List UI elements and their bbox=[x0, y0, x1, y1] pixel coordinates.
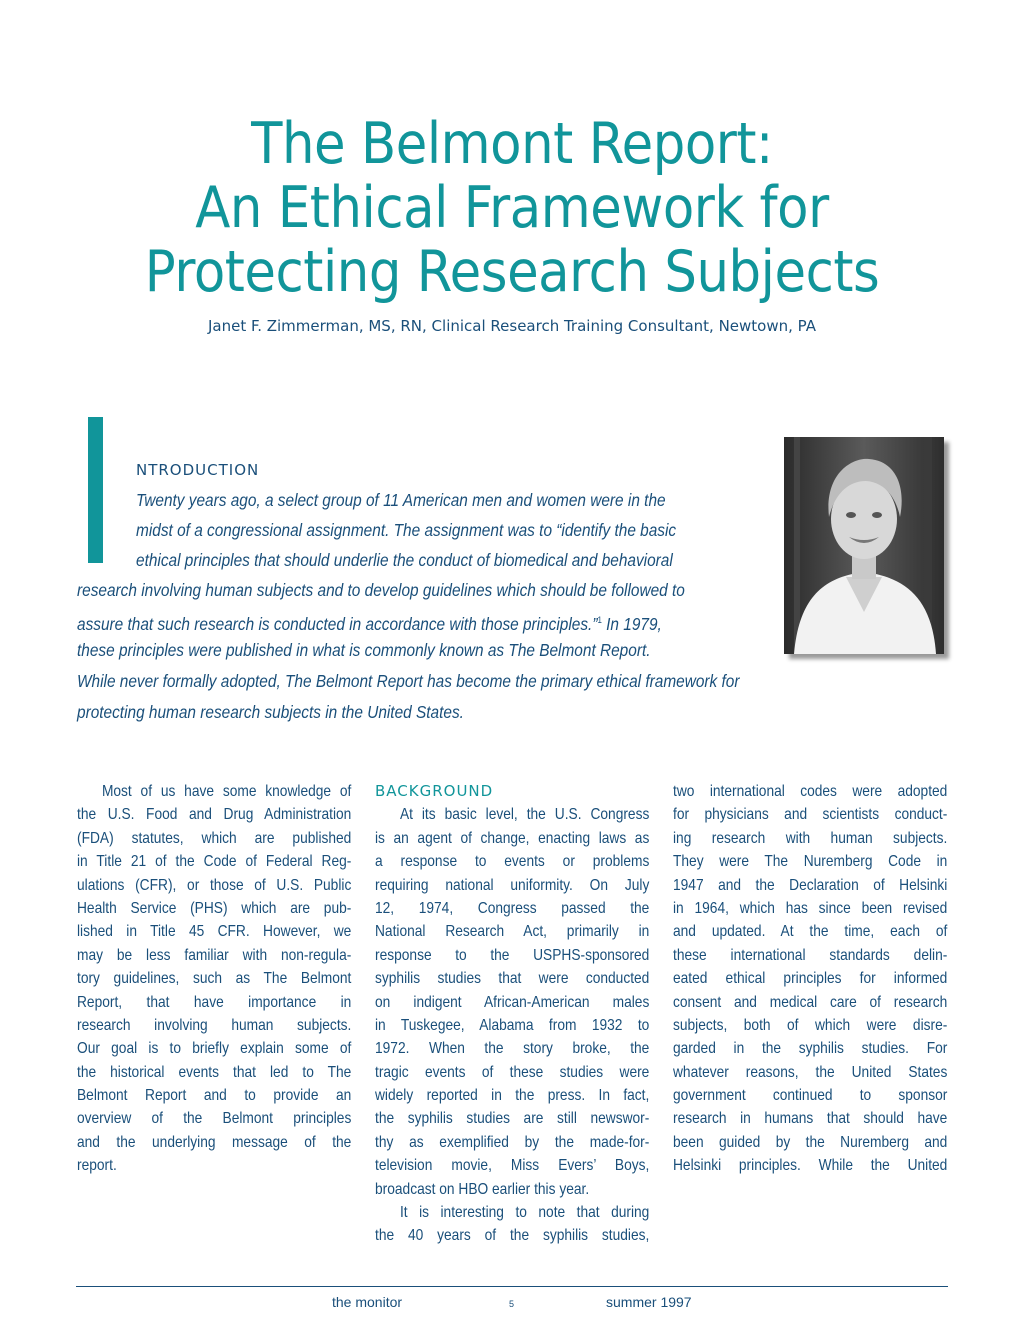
text-line: the historical events that led to The bbox=[77, 1063, 352, 1081]
text-line: response to the USPHS-sponsored bbox=[375, 946, 650, 964]
text-line: a response to events or problems bbox=[375, 853, 650, 871]
text-line: lished in Title 45 CFR. However, we bbox=[77, 923, 352, 941]
title-line-2: An Ethical Framework for bbox=[195, 175, 829, 241]
text-line: subjects, both of which were disre- bbox=[673, 1016, 948, 1034]
text-line: these international standards delin- bbox=[673, 946, 948, 964]
text-line: It is interesting to note that during bbox=[399, 1204, 650, 1222]
text-line: Report, that have importance in bbox=[77, 993, 352, 1011]
text-line: widely reported in the press. In fact, bbox=[375, 1087, 650, 1105]
text-line: Belmont Report and to provide an bbox=[77, 1087, 352, 1105]
intro-line bbox=[77, 610, 662, 634]
body-column-3 bbox=[673, 780, 947, 1178]
title-line-1: The Belmont Report: bbox=[251, 111, 773, 177]
text-line: in Title 21 of the Code of Federal Reg- bbox=[77, 853, 352, 871]
text-line: 1972. When the story broke, the bbox=[375, 1040, 650, 1058]
text-line: At its basic level, the U.S. Congress bbox=[399, 806, 650, 824]
text-line: National Research Act, primarily in bbox=[375, 923, 650, 941]
text-line: research involving human subjects. bbox=[77, 1016, 352, 1034]
text-line: ulations (CFR), or those of U.S. Public bbox=[77, 876, 352, 894]
intro-line: these principles were published in what is commonly known as The Belmont Report. bbox=[77, 640, 651, 660]
article-title bbox=[51, 112, 973, 304]
text-line: may be less familiar with non-regula- bbox=[77, 946, 352, 964]
drop-cap-i bbox=[88, 417, 103, 563]
body-column-1 bbox=[77, 780, 351, 1178]
footer-page-number: 5 bbox=[509, 1299, 515, 1309]
intro-line: research involving human subjects and to develop guidelines which should be followed to bbox=[77, 580, 685, 600]
text-line: for physicians and scientists conduct- bbox=[673, 806, 948, 824]
author-byline: Janet F. Zimmerman, MS, RN, Clinical Research Training Consultant, Newtown, PA bbox=[207, 317, 817, 335]
column-2-text bbox=[375, 803, 649, 1247]
text-line: the U.S. Food and Drug Administration bbox=[77, 806, 352, 824]
text-line: syphilis studies that were conducted bbox=[375, 970, 650, 988]
text-line: tory guidelines, such as The Belmont bbox=[77, 970, 352, 988]
author-photo bbox=[784, 437, 944, 654]
intro-line: While never formally adopted, The Belmont Report has become the primary ethical framework for bbox=[77, 671, 740, 691]
text-line: thy as exemplified by the made-for- bbox=[375, 1133, 650, 1151]
body-column-2 bbox=[375, 780, 649, 1248]
text-line: overview of the Belmont principles bbox=[77, 1110, 352, 1128]
text-line: Most of us have some knowledge of bbox=[101, 783, 352, 800]
text-line: in Tuskegee, Alabama from 1932 to bbox=[375, 1016, 650, 1034]
footnote-marker: 1 bbox=[597, 615, 602, 625]
text-line: the 40 years of the syphilis studies, bbox=[375, 1227, 650, 1245]
text-line: and updated. At the time, each of bbox=[673, 923, 948, 941]
text-line: government continued to sponsor bbox=[673, 1087, 948, 1105]
text-line: television movie, Miss Evers’ Boys, bbox=[375, 1157, 650, 1175]
text-line: and the underlying message of the bbox=[77, 1133, 352, 1151]
intro-line: Twenty years ago, a select group of 11 American men and women were in the bbox=[136, 490, 666, 510]
intro-line: midst of a congressional assignment. The assignment was to “identify the basic bbox=[136, 520, 677, 540]
author-portrait-image bbox=[784, 437, 944, 654]
text-line: 12, 1974, Congress passed the bbox=[375, 899, 650, 917]
footer-publication: the monitor bbox=[332, 1294, 403, 1310]
text-line: two international codes were adopted bbox=[673, 783, 948, 800]
text-line: whatever reasons, the United States bbox=[673, 1063, 948, 1081]
intro-heading: NTRODUCTION bbox=[136, 461, 260, 479]
intro-line: protecting human research subjects in the United States. bbox=[77, 702, 464, 722]
background-heading: BACKGROUND bbox=[375, 782, 494, 800]
text-line: eated ethical principles for informed bbox=[673, 970, 948, 988]
intro-line: ethical principles that should underlie the conduct of biomedical and behavioral bbox=[136, 550, 673, 570]
text-line: report. bbox=[77, 1157, 117, 1175]
footer-issue-date: summer 1997 bbox=[606, 1294, 692, 1310]
text-line: Our goal is to briefly explain some of bbox=[77, 1040, 352, 1058]
footer-divider bbox=[76, 1286, 948, 1287]
text-line: Helsinki principles. While the United bbox=[673, 1157, 948, 1175]
text-line: ing research with human subjects. bbox=[673, 829, 948, 847]
intro-line-text: assure that such research is conducted in accordance with those principles.” bbox=[77, 613, 598, 634]
text-line: garded in the syphilis studies. For bbox=[673, 1040, 948, 1058]
text-line: broadcast on HBO earlier this year. bbox=[375, 1180, 590, 1198]
text-line: requiring national uniformity. On July bbox=[375, 876, 650, 894]
text-line: tragic events of these studies were bbox=[375, 1063, 650, 1081]
title-line-3: Protecting Research Subjects bbox=[144, 239, 880, 305]
text-line: is an agent of change, enacting laws as bbox=[375, 829, 650, 847]
text-line: 1947 and the Declaration of Helsinki bbox=[673, 876, 948, 894]
text-line: research in humans that should have bbox=[673, 1110, 948, 1128]
column-3-text bbox=[673, 780, 947, 1178]
text-line: on indigent African-American males bbox=[375, 993, 650, 1011]
text-line: Health Service (PHS) which are pub- bbox=[77, 899, 352, 917]
text-line: They were The Nuremberg Code in bbox=[673, 853, 948, 871]
text-line: in 1964, which has since been revised bbox=[673, 899, 948, 917]
intro-line-text: In 1979, bbox=[601, 613, 662, 634]
text-line: been guided by the Nuremberg and bbox=[673, 1133, 948, 1151]
column-1-text bbox=[77, 780, 351, 1178]
text-line: consent and medical care of research bbox=[673, 993, 948, 1011]
text-line: the syphilis studies are still newswor- bbox=[375, 1110, 650, 1128]
text-line: (FDA) statutes, which are published bbox=[77, 829, 352, 847]
